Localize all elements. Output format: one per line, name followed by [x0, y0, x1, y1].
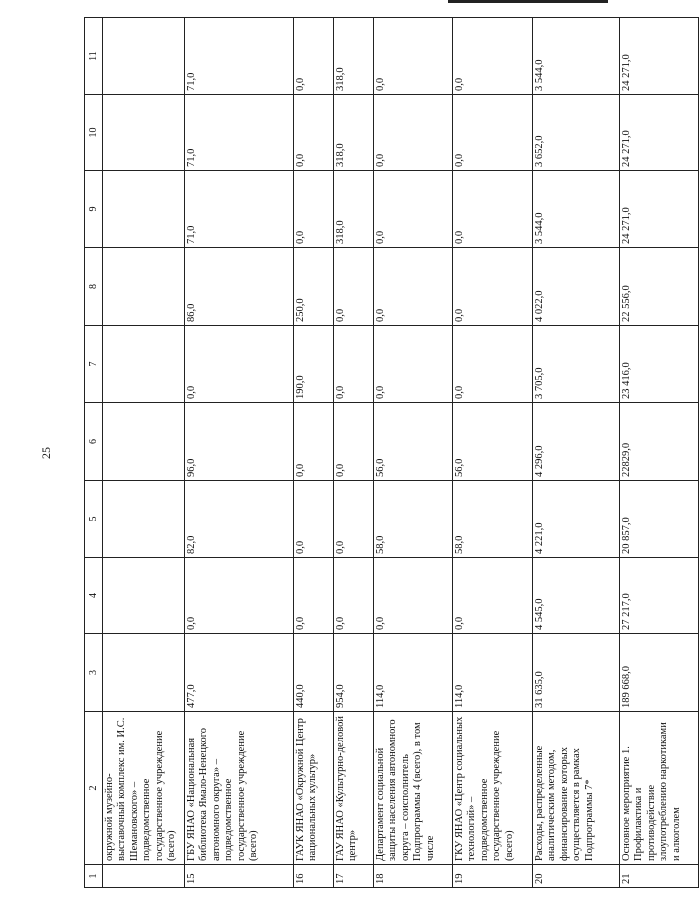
- table-body: [85, 18, 699, 888]
- value-cell-col-8: 0,0: [334, 248, 374, 326]
- value-cell-col-4: 0,0: [374, 558, 453, 634]
- value-cell-col-7: [103, 326, 185, 403]
- header-cell-7: 7: [85, 326, 103, 403]
- value-cell-col-6: 0,0: [294, 403, 334, 481]
- value-cell-col-5: 4 221,0: [533, 481, 620, 558]
- row-name-cell: ГАУК ЯНАО «Окружной Центр национальных культур»: [294, 712, 334, 865]
- value-cell-col-7: 190,0: [294, 326, 334, 403]
- value-cell-col-10: 0,0: [453, 95, 533, 171]
- header-cell-5: 5: [85, 481, 103, 558]
- table-row: [294, 18, 334, 888]
- scan-edge-mark: [448, 0, 608, 3]
- row-name-cell: Департамент социальной защиты населения автономного округа – соисполнитель Подпрограммы 4 (всего), в том числе: [374, 712, 453, 865]
- value-cell-col-10: 0,0: [294, 95, 334, 171]
- value-cell-col-6: 56,0: [374, 403, 453, 481]
- value-cell-col-8: 250,0: [294, 248, 334, 326]
- header-cell-4: 4: [85, 558, 103, 634]
- value-cell-col-3: 114,0: [374, 634, 453, 712]
- header-row: [85, 18, 103, 888]
- value-cell-col-8: 4 022,0: [533, 248, 620, 326]
- value-cell-col-6: 0,0: [334, 403, 374, 481]
- value-cell-col-9: 3 544,0: [533, 171, 620, 248]
- table-row: [103, 18, 185, 888]
- value-cell-col-9: [103, 171, 185, 248]
- value-cell-col-6: 22829,0: [620, 403, 699, 481]
- value-cell-col-11: 318,0: [334, 18, 374, 95]
- value-cell-col-5: 0,0: [334, 481, 374, 558]
- budget-table-rotated: [84, 18, 682, 888]
- row-number-cell: 21: [620, 865, 699, 888]
- row-name-cell: окружной музейно-выставочный комплекс им. И.С. Шемановского» – подведомственное государственное учреждение (всего): [103, 712, 185, 865]
- value-cell-col-5: 0,0: [294, 481, 334, 558]
- value-cell-col-10: 0,0: [374, 95, 453, 171]
- row-number-cell: [103, 865, 185, 888]
- value-cell-col-4: 27 217,0: [620, 558, 699, 634]
- value-cell-col-9: 24 271,0: [620, 171, 699, 248]
- value-cell-col-11: 24 271,0: [620, 18, 699, 95]
- value-cell-col-4: 0,0: [334, 558, 374, 634]
- row-number-cell: 19: [453, 865, 533, 888]
- header-cell-3: 3: [85, 634, 103, 712]
- value-cell-col-5: 58,0: [453, 481, 533, 558]
- table-row: [533, 18, 620, 888]
- header-cell-11: 11: [85, 18, 103, 95]
- value-cell-col-4: 0,0: [185, 558, 294, 634]
- value-cell-col-10: 3 652,0: [533, 95, 620, 171]
- value-cell-col-10: 24 271,0: [620, 95, 699, 171]
- value-cell-col-8: [103, 248, 185, 326]
- value-cell-col-11: 0,0: [294, 18, 334, 95]
- row-name-cell: ГКУ ЯНАО «Центр социальных технологий» – подведомственное государственное учреждение (всего): [453, 712, 533, 865]
- value-cell-col-7: 0,0: [453, 326, 533, 403]
- value-cell-col-5: 82,0: [185, 481, 294, 558]
- value-cell-col-11: 0,0: [453, 18, 533, 95]
- value-cell-col-8: 0,0: [374, 248, 453, 326]
- value-cell-col-3: [103, 634, 185, 712]
- row-name-cell: Расходы, распределенные аналитическим методом, финансирование которых осуществляется в рамках Подпрограммы 7*: [533, 712, 620, 865]
- row-name-cell: ГБУ ЯНАО «Национальная библиотека Ямало-Ненецкого автономного округа» – подведомственное государственное учреждение (всего): [185, 712, 294, 865]
- value-cell-col-10: 71,0: [185, 95, 294, 171]
- value-cell-col-7: 0,0: [334, 326, 374, 403]
- value-cell-col-7: 3 705,0: [533, 326, 620, 403]
- value-cell-col-4: 0,0: [453, 558, 533, 634]
- row-number-cell: 16: [294, 865, 334, 888]
- header-cell-1: 1: [85, 865, 103, 888]
- value-cell-col-3: 954,0: [334, 634, 374, 712]
- value-cell-col-11: [103, 18, 185, 95]
- row-number-cell: 20: [533, 865, 620, 888]
- value-cell-col-6: 4 296,0: [533, 403, 620, 481]
- value-cell-col-8: 86,0: [185, 248, 294, 326]
- value-cell-col-7: 0,0: [185, 326, 294, 403]
- value-cell-col-4: 0,0: [294, 558, 334, 634]
- table-row: [334, 18, 374, 888]
- row-name-cell: ГАУ ЯНАО «Культурно-деловой центр»: [334, 712, 374, 865]
- value-cell-col-3: 189 668,0: [620, 634, 699, 712]
- page-number: 25: [39, 447, 53, 459]
- value-cell-col-3: 477,0: [185, 634, 294, 712]
- value-cell-col-3: 114,0: [453, 634, 533, 712]
- value-cell-col-9: 0,0: [453, 171, 533, 248]
- row-name-cell: Основное мероприятие 1. Профилактика и противодействие злоупотреблению наркотиками и алкоголем: [620, 712, 699, 865]
- value-cell-col-9: 71,0: [185, 171, 294, 248]
- value-cell-col-11: 3 544,0: [533, 18, 620, 95]
- table-row: [374, 18, 453, 888]
- value-cell-col-7: 23 416,0: [620, 326, 699, 403]
- header-cell-8: 8: [85, 248, 103, 326]
- value-cell-col-9: 318,0: [334, 171, 374, 248]
- value-cell-col-5: [103, 481, 185, 558]
- value-cell-col-6: 56,0: [453, 403, 533, 481]
- value-cell-col-10: 318,0: [334, 95, 374, 171]
- value-cell-col-4: [103, 558, 185, 634]
- value-cell-col-4: 4 545,0: [533, 558, 620, 634]
- value-cell-col-8: 22 556,0: [620, 248, 699, 326]
- value-cell-col-6: 96,0: [185, 403, 294, 481]
- value-cell-col-3: 31 635,0: [533, 634, 620, 712]
- budget-table: [84, 17, 699, 888]
- header-cell-2: 2: [85, 712, 103, 865]
- value-cell-col-3: 440,0: [294, 634, 334, 712]
- row-number-cell: 18: [374, 865, 453, 888]
- value-cell-col-6: [103, 403, 185, 481]
- value-cell-col-5: 20 857,0: [620, 481, 699, 558]
- value-cell-col-11: 71,0: [185, 18, 294, 95]
- value-cell-col-9: 0,0: [294, 171, 334, 248]
- value-cell-col-7: 0,0: [374, 326, 453, 403]
- value-cell-col-11: 0,0: [374, 18, 453, 95]
- table-row: [620, 18, 699, 888]
- header-cell-10: 10: [85, 95, 103, 171]
- value-cell-col-5: 58,0: [374, 481, 453, 558]
- value-cell-col-8: 0,0: [453, 248, 533, 326]
- header-cell-9: 9: [85, 171, 103, 248]
- value-cell-col-10: [103, 95, 185, 171]
- header-cell-6: 6: [85, 403, 103, 481]
- row-number-cell: 17: [334, 865, 374, 888]
- table-row: [453, 18, 533, 888]
- table-row: [185, 18, 294, 888]
- value-cell-col-9: 0,0: [374, 171, 453, 248]
- row-number-cell: 15: [185, 865, 294, 888]
